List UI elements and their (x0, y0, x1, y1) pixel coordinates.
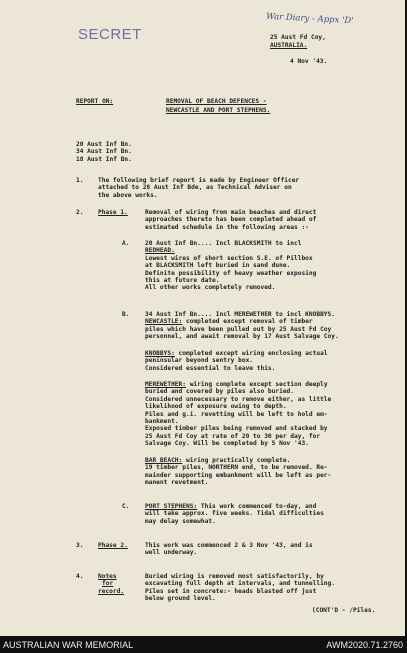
continuation-note: (CONT'D - /Piles. (312, 607, 376, 614)
para2-text (145, 209, 316, 231)
barbeach-text (145, 457, 331, 487)
para4-text (145, 573, 335, 603)
para3-number: 3. (76, 542, 84, 549)
secret-stamp: SECRET (78, 26, 142, 43)
report-title-line2: NEWCASTLE AND PORT STEPHENS. (166, 107, 271, 114)
para4-label (98, 573, 124, 595)
para4-line: excavating full depth at intervals, and tunnelling. (145, 580, 335, 588)
para1-line: the above works. (98, 191, 158, 199)
section-c-letter: C. (122, 503, 130, 510)
report-title-line1: REMOVAL OF BEACH DEFENCES - (166, 98, 267, 105)
merewether-line: buried and covered by piles also buried. (145, 388, 295, 396)
merewether-line: Salvage Coy. Will be completed by 5 Nov '43. (145, 440, 309, 448)
report-label: REPORT ON: (76, 98, 114, 105)
para4-label-line: for (102, 580, 114, 588)
para1-text (98, 177, 299, 199)
knobbys-text (145, 350, 328, 372)
para1-number: 1. (76, 177, 84, 184)
section-c-line: will take approx. five weeks. Tidal difficulties (145, 510, 324, 518)
para2-line: estimated schedule in the following areas :- (145, 223, 309, 231)
merewether-line: bankment. (145, 418, 179, 426)
merewether-line: likelihood of exposure owing to depth. (145, 403, 287, 411)
merewether-line: 25 Aust Fd Coy at rate of 20 to 30 per day, for (145, 432, 321, 440)
para3-line: well underway. (145, 549, 198, 557)
section-a-line: 20 Aust Inf Bn.... Incl BLACKSMITH to incl (145, 240, 302, 247)
merewether-line: Piles and g.i. revetting will be left to hold em- (145, 410, 328, 418)
para4-line: Piles set in concrete:- heads blasted off just (145, 587, 317, 595)
merewether-label: MEREWETHER: (145, 381, 186, 388)
barbeach-line: 19 timber piles, NORTHERN end, to be removed. Re- (145, 464, 328, 472)
newcastle-line: completed except removal of timber (182, 318, 313, 326)
barbeach-line: manent revetment. (145, 479, 209, 487)
header-location: AUSTRALIA. (270, 42, 308, 49)
footer-institution: AUSTRALIAN WAR MEMORIAL (3, 640, 134, 650)
newcastle-label: NEWCASTLE: (145, 318, 183, 326)
section-a-letter: A. (122, 240, 130, 247)
section-b-text (145, 311, 339, 341)
distribution-item: 20 Aust Inf Bn. (76, 141, 132, 148)
distribution-item: 34 Aust Inf Bn. (76, 148, 132, 156)
merewether-line: Exposed timber piles being removed and stacked by (145, 425, 328, 433)
para3-phase: Phase 2. (98, 542, 128, 549)
distribution-item: 18 Aust Inf Bn. (76, 155, 132, 163)
knobbys-line: completed except wiring enclosing actual (174, 350, 328, 357)
para3-text (145, 542, 313, 557)
distribution-list (76, 141, 132, 163)
section-b-letter: B. (122, 311, 130, 318)
section-a-line: Lowest wires of short section S.E. of Pillbox (145, 254, 313, 262)
barbeach-line: mainder supporting embankment will be left as per- (145, 471, 332, 479)
para4-line: Buried wiring is removed most satisfactorily, by (145, 573, 324, 580)
para1-line: attached to 28 Aust Inf Bde, as Technical Adviser on (98, 184, 292, 192)
newcastle-line: personnel, and await removal by 17 Aust Salvage Coy. (145, 333, 339, 341)
para2-phase: Phase 1. (98, 209, 128, 216)
port-stephens-label: PORT STEPHENS: (145, 503, 198, 510)
para4-label-line: Notes (98, 573, 117, 580)
section-a-line: this at future date. (145, 277, 220, 285)
barbeach-line: wiring practically complete. (182, 457, 291, 464)
para2-line: Removal of wiring from main beaches and direct (145, 209, 317, 216)
section-a-line: Definite possibility of heavy weather exposing (145, 269, 317, 277)
header-date: 4 Nov '43. (290, 58, 328, 65)
knobbys-label: KNOBBYS: (145, 350, 175, 357)
section-a-text (145, 240, 316, 292)
section-c-line: may delay somewhat. (145, 517, 216, 525)
para2-line: approaches thereto has been completed ahead of (145, 216, 317, 224)
section-a-line: REDHEAD. (145, 247, 175, 255)
barbeach-label: BAR BEACH: (145, 457, 183, 464)
section-a-line: at BLACKSMITH left buried in sand dune. (145, 262, 291, 270)
para4-line: below ground level. (145, 595, 216, 603)
para4-label-line: record. (98, 587, 125, 595)
newcastle-line: piles which have been pulled out by 25 Aust Fd Coy (145, 325, 332, 333)
section-b-heading: 34 Aust Inf Bn.... Incl MEREWETHER to incl KNOBBYS. (145, 311, 335, 318)
footer-accession-number: AWM2020.71.2760 (326, 640, 403, 650)
handwritten-note: War Diary - Appx 'D' (265, 11, 354, 27)
header-unit: 25 Aust Fd Coy, (270, 34, 326, 41)
merewether-line: Considered unnecessary to remove either, as little (145, 395, 332, 403)
section-a-line: All other works completely removed. (145, 284, 276, 292)
para1-line: The following brief report is made by Engineer Officer (98, 177, 300, 184)
para3-line: This work was commenced 2 & 3 Nov '43, and is (145, 542, 313, 549)
section-c-line: This work commenced to-day, and (197, 503, 317, 510)
para2-number: 2. (76, 209, 84, 216)
merewether-line: wiring complete except section deeply (185, 381, 328, 388)
section-c-text (145, 503, 324, 525)
knobbys-line: peninsular beyond sentry box. (145, 357, 254, 365)
archive-footer (0, 637, 407, 653)
para4-number: 4. (76, 573, 84, 580)
knobbys-line: Considered essential to leave this. (145, 364, 276, 372)
merewether-text (145, 381, 331, 448)
